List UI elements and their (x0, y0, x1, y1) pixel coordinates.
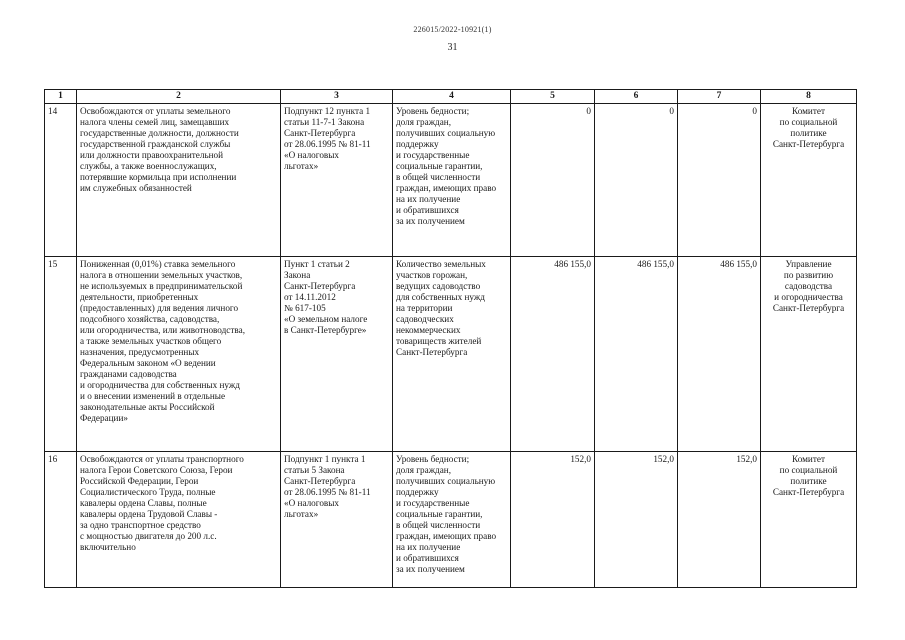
column-header: 6 (595, 90, 678, 104)
column-header: 1 (45, 90, 77, 104)
row-number: 15 (45, 257, 77, 452)
benefits-table (44, 89, 857, 588)
table-row (45, 104, 857, 257)
table-row (45, 257, 857, 452)
legal-basis: Пункт 1 статьи 2 Закона Санкт-Петербурга от 14.11.2012 № 617-105 «О земельном налоге в Санкт-Петербурге» (281, 257, 393, 452)
value-col6: 152,0 (595, 452, 678, 588)
legal-basis: Подпункт 1 пункта 1 статьи 5 Закона Санкт-Петербурга от 28.06.1995 № 81-11 «О налоговых льготах» (281, 452, 393, 588)
page-number: 31 (447, 42, 458, 53)
column-header: 8 (761, 90, 857, 104)
value-col6: 0 (595, 104, 678, 257)
curator: Управление по развитию садоводства и огородничества Санкт-Петербурга (761, 257, 857, 452)
legal-basis: Подпункт 12 пункта 1 статьи 11-7-1 Закона Санкт-Петербурга от 28.06.1995 № 81-11 «О налоговых льготах» (281, 104, 393, 257)
column-header: 4 (393, 90, 511, 104)
value-col7: 486 155,0 (678, 257, 761, 452)
value-col7: 152,0 (678, 452, 761, 588)
efficiency-indicator: Количество земельных участков горожан, ведущих садоводство для собственных нужд на территории садоводческих некоммерческих товариществ жителей Санкт-Петербурга (393, 257, 511, 452)
value-col5: 486 155,0 (511, 257, 595, 452)
value-col7: 0 (678, 104, 761, 257)
value-col5: 0 (511, 104, 595, 257)
column-header: 5 (511, 90, 595, 104)
value-col5: 152,0 (511, 452, 595, 588)
table-row (45, 452, 857, 588)
column-header: 2 (77, 90, 281, 104)
column-header: 3 (281, 90, 393, 104)
curator: Комитет по социальной политике Санкт-Петербурга (761, 104, 857, 257)
benefit-description: Освобождаются от уплаты транспортного налога Герои Советского Союза, Герои Российской Федерации, Герои Социалистического Труда, полные кавалеры ордена Славы, полные кавалеры ордена Трудовой Славы - за одно транспортное средство с мощностью двигателя до 200 л.с. включительно (77, 452, 281, 588)
efficiency-indicator: Уровень бедности; доля граждан, получивших социальную поддержку и государственные социальные гарантии, в общей численности граждан, имеющих право на их получение и обратившихся за их получением (393, 104, 511, 257)
table-header-row (45, 90, 857, 104)
row-number: 14 (45, 104, 77, 257)
row-number: 16 (45, 452, 77, 588)
value-col6: 486 155,0 (595, 257, 678, 452)
curator: Комитет по социальной политике Санкт-Петербурга (761, 452, 857, 588)
column-header: 7 (678, 90, 761, 104)
document-number: 226015/2022-10921(1) (413, 25, 492, 34)
efficiency-indicator: Уровень бедности; доля граждан, получивших социальную поддержку и государственные социальные гарантии, в общей численности граждан, имеющих право на их получение и обратившихся за их получением (393, 452, 511, 588)
benefit-description: Пониженная (0,01%) ставка земельного налога в отношении земельных участков, не используемых в предпринимательской деятельности, приобретенных (предоставленных) для ведения личного подсобного хозяйства, садоводства, или огородничества, или животноводства, а также земельных участков общего назначения, предусмотренных Федеральным законом «О ведении гражданами садоводства и огородничества для собственных нужд и о внесении изменений в отдельные законодательные акты Российской Федерации» (77, 257, 281, 452)
benefit-description: Освобождаются от уплаты земельного налога члены семей лиц, замещавших государственные должности, должности государственной гражданской службы или должности правоохранительной службы, а также военнослужащих, потерявшие кормильца при исполнении им служебных обязанностей (77, 104, 281, 257)
